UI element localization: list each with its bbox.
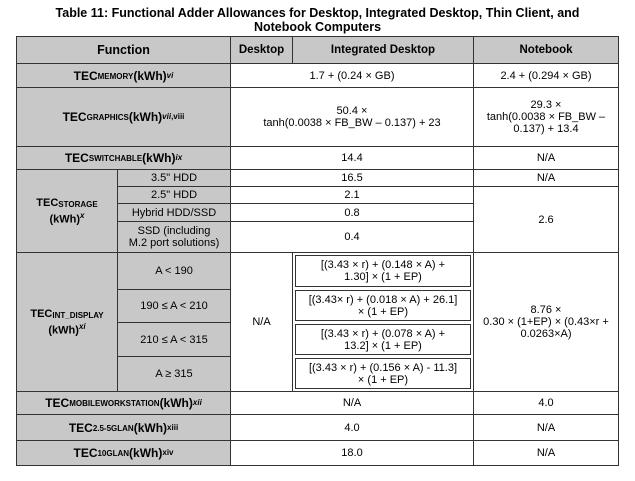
formula-line-1: 29.3 × bbox=[530, 99, 562, 111]
ssd-label-line-1: SSD (including bbox=[137, 225, 211, 237]
memory-notebook-value: 2.4 + (0.294 × GB) bbox=[473, 63, 619, 88]
header-function: Function bbox=[16, 36, 231, 64]
tec-subscript: GRAPHICS bbox=[86, 113, 129, 122]
header-desktop: Desktop bbox=[230, 36, 293, 64]
footnote-ref: xiii bbox=[167, 422, 179, 432]
storage-hybrid-value: 0.8 bbox=[230, 203, 474, 222]
tec-storage-line-2 bbox=[50, 210, 85, 226]
unit-label: (kWh) bbox=[133, 68, 167, 83]
unit-label: (kWh) bbox=[128, 110, 163, 124]
tec-label: TEC bbox=[73, 68, 98, 83]
tec-int-display-line-2 bbox=[48, 321, 85, 337]
header-integrated-desktop: Integrated Desktop bbox=[292, 36, 474, 64]
storage-label-3-5-hdd: 3.5" HDD bbox=[117, 169, 231, 187]
formula-line-2: × (1 + EP) bbox=[357, 305, 409, 318]
int-display-formula-210-315 bbox=[295, 324, 471, 355]
storage-3-5-hdd-value: 16.5 bbox=[230, 169, 474, 187]
int-display-formula-lt-190 bbox=[295, 255, 471, 287]
formula-line-2: 13.2] × (1 + EP) bbox=[344, 339, 422, 352]
table-title-line-2: Notebook Computers bbox=[253, 19, 382, 34]
formula-line-1: [(3.43 × r) + (0.078 × A) + bbox=[320, 327, 446, 340]
glan10-notebook-value: N/A bbox=[473, 440, 619, 466]
graphics-desktop-integrated-value bbox=[230, 87, 474, 147]
formula-line-1: [(3.43 × r) + (0.148 × A) + bbox=[320, 259, 446, 271]
tec-subscript: 10GLAN bbox=[97, 449, 130, 458]
function-tec-int-display bbox=[16, 252, 118, 392]
mobile-ws-notebook-value: 4.0 bbox=[473, 391, 619, 415]
tec-int-display-line-1 bbox=[30, 308, 103, 321]
formula-line-2: 1.30] × (1 + EP) bbox=[344, 271, 422, 283]
footnote-ref: vii bbox=[162, 112, 172, 121]
storage-3-5-hdd-notebook-value: N/A bbox=[473, 169, 619, 187]
function-tec-storage bbox=[16, 169, 118, 253]
formula-line-2: × (1 + EP) bbox=[357, 373, 409, 386]
tec-subscript: SWITCHABLE bbox=[88, 154, 143, 163]
function-tec-2-5-5glan bbox=[16, 414, 231, 441]
tec-subscript: STORAGE bbox=[58, 199, 98, 209]
int-display-cond-gte-315: A ≥ 315 bbox=[117, 356, 231, 392]
tec-label: TEC bbox=[68, 420, 93, 435]
tec-label: TEC bbox=[45, 396, 70, 410]
tec-label: TEC bbox=[62, 110, 87, 124]
storage-label-2-5-hdd: 2.5" HDD bbox=[117, 186, 231, 204]
formula-line-2: tanh(0.0038 × FB_BW – 0.137) + 23 bbox=[263, 117, 441, 129]
glan25-desktop-integrated-value: 4.0 bbox=[230, 414, 474, 441]
formula-line-3: 0.137) + 13.4 bbox=[513, 123, 579, 135]
formula-line-2: 0.30 × (1+EP) × (0.43×r + bbox=[483, 316, 609, 328]
tec-label: TEC bbox=[64, 151, 89, 165]
function-tec-switchable bbox=[16, 146, 231, 170]
ssd-label-line-2: M.2 port solutions) bbox=[128, 237, 220, 249]
function-tec-graphics bbox=[16, 87, 231, 147]
switchable-desktop-integrated-value: 14.4 bbox=[230, 146, 474, 170]
tec-label: TEC bbox=[30, 307, 53, 320]
unit-label: (kWh) bbox=[133, 420, 168, 435]
glan25-notebook-value: N/A bbox=[473, 414, 619, 441]
unit-label: (kWh) bbox=[142, 151, 176, 165]
storage-2-5-hdd-value: 2.1 bbox=[230, 186, 474, 204]
int-display-notebook-value bbox=[473, 252, 619, 392]
int-display-cond-210-315: 210 ≤ A < 315 bbox=[117, 322, 231, 357]
formula-line-1: 50.4 × bbox=[336, 105, 368, 117]
formula-line-1: 8.76 × bbox=[530, 304, 562, 316]
footnote-ref: xii bbox=[192, 398, 202, 407]
unit-label: (kWh) bbox=[129, 446, 163, 460]
storage-label-hybrid: Hybrid HDD/SSD bbox=[117, 203, 231, 222]
unit-label: (kWh) bbox=[48, 324, 79, 337]
footnote-ref: ix bbox=[175, 153, 183, 162]
function-tec-memory bbox=[16, 63, 231, 88]
footnote-ref: vi bbox=[166, 70, 174, 80]
formula-line-2: tanh(0.0038 × FB_BW – bbox=[486, 111, 606, 123]
footnote-ref-2: ,viii bbox=[171, 112, 185, 121]
formula-line-1: [(3.43 × r) + (0.156 × A) - 11.3] bbox=[308, 361, 458, 374]
int-display-cond-190-210: 190 ≤ A < 210 bbox=[117, 289, 231, 323]
unit-label: (kWh) bbox=[49, 213, 81, 226]
formula-line-1: [(3.43× r) + (0.018 × A) + 26.1] bbox=[308, 293, 458, 306]
header-notebook: Notebook bbox=[473, 36, 619, 64]
tec-subscript: MOBILEWORKSTATION bbox=[69, 399, 160, 408]
int-display-formula-190-210 bbox=[295, 290, 471, 321]
switchable-notebook-value: N/A bbox=[473, 146, 619, 170]
function-tec-mobile-workstation bbox=[16, 391, 231, 415]
storage-ssd-value: 0.4 bbox=[230, 221, 474, 253]
table-title-line-1: Table 11: Functional Adder Allowances for Desktop, Integrated Desktop, Thin Client, and bbox=[55, 6, 580, 20]
tec-subscript: INT_DISPLAY bbox=[52, 310, 104, 320]
storage-notebook-shared-value: 2.6 bbox=[473, 186, 619, 253]
storage-label-ssd bbox=[117, 221, 231, 253]
tec-label: TEC bbox=[73, 446, 98, 460]
footnote-ref: x bbox=[80, 210, 85, 220]
tec-subscript: 2.5-5GLAN bbox=[92, 423, 134, 433]
memory-desktop-integrated-value: 1.7 + (0.24 × GB) bbox=[230, 63, 474, 88]
mobile-ws-desktop-integrated-value: N/A bbox=[230, 391, 474, 415]
tec-label: TEC bbox=[36, 196, 59, 209]
int-display-desktop-value: N/A bbox=[230, 252, 293, 392]
tec-subscript: MEMORY bbox=[97, 71, 134, 81]
int-display-cond-lt-190: A < 190 bbox=[117, 252, 231, 290]
formula-line-3: 0.0263×A) bbox=[520, 328, 572, 340]
int-display-formula-gte-315 bbox=[295, 358, 471, 389]
glan10-desktop-integrated-value: 18.0 bbox=[230, 440, 474, 466]
function-tec-10glan bbox=[16, 440, 231, 466]
tec-storage-line-1 bbox=[36, 197, 97, 210]
footnote-ref: xiv bbox=[162, 448, 174, 457]
footnote-ref: xi bbox=[78, 321, 86, 331]
graphics-notebook-value bbox=[473, 87, 619, 147]
unit-label: (kWh) bbox=[159, 396, 193, 410]
